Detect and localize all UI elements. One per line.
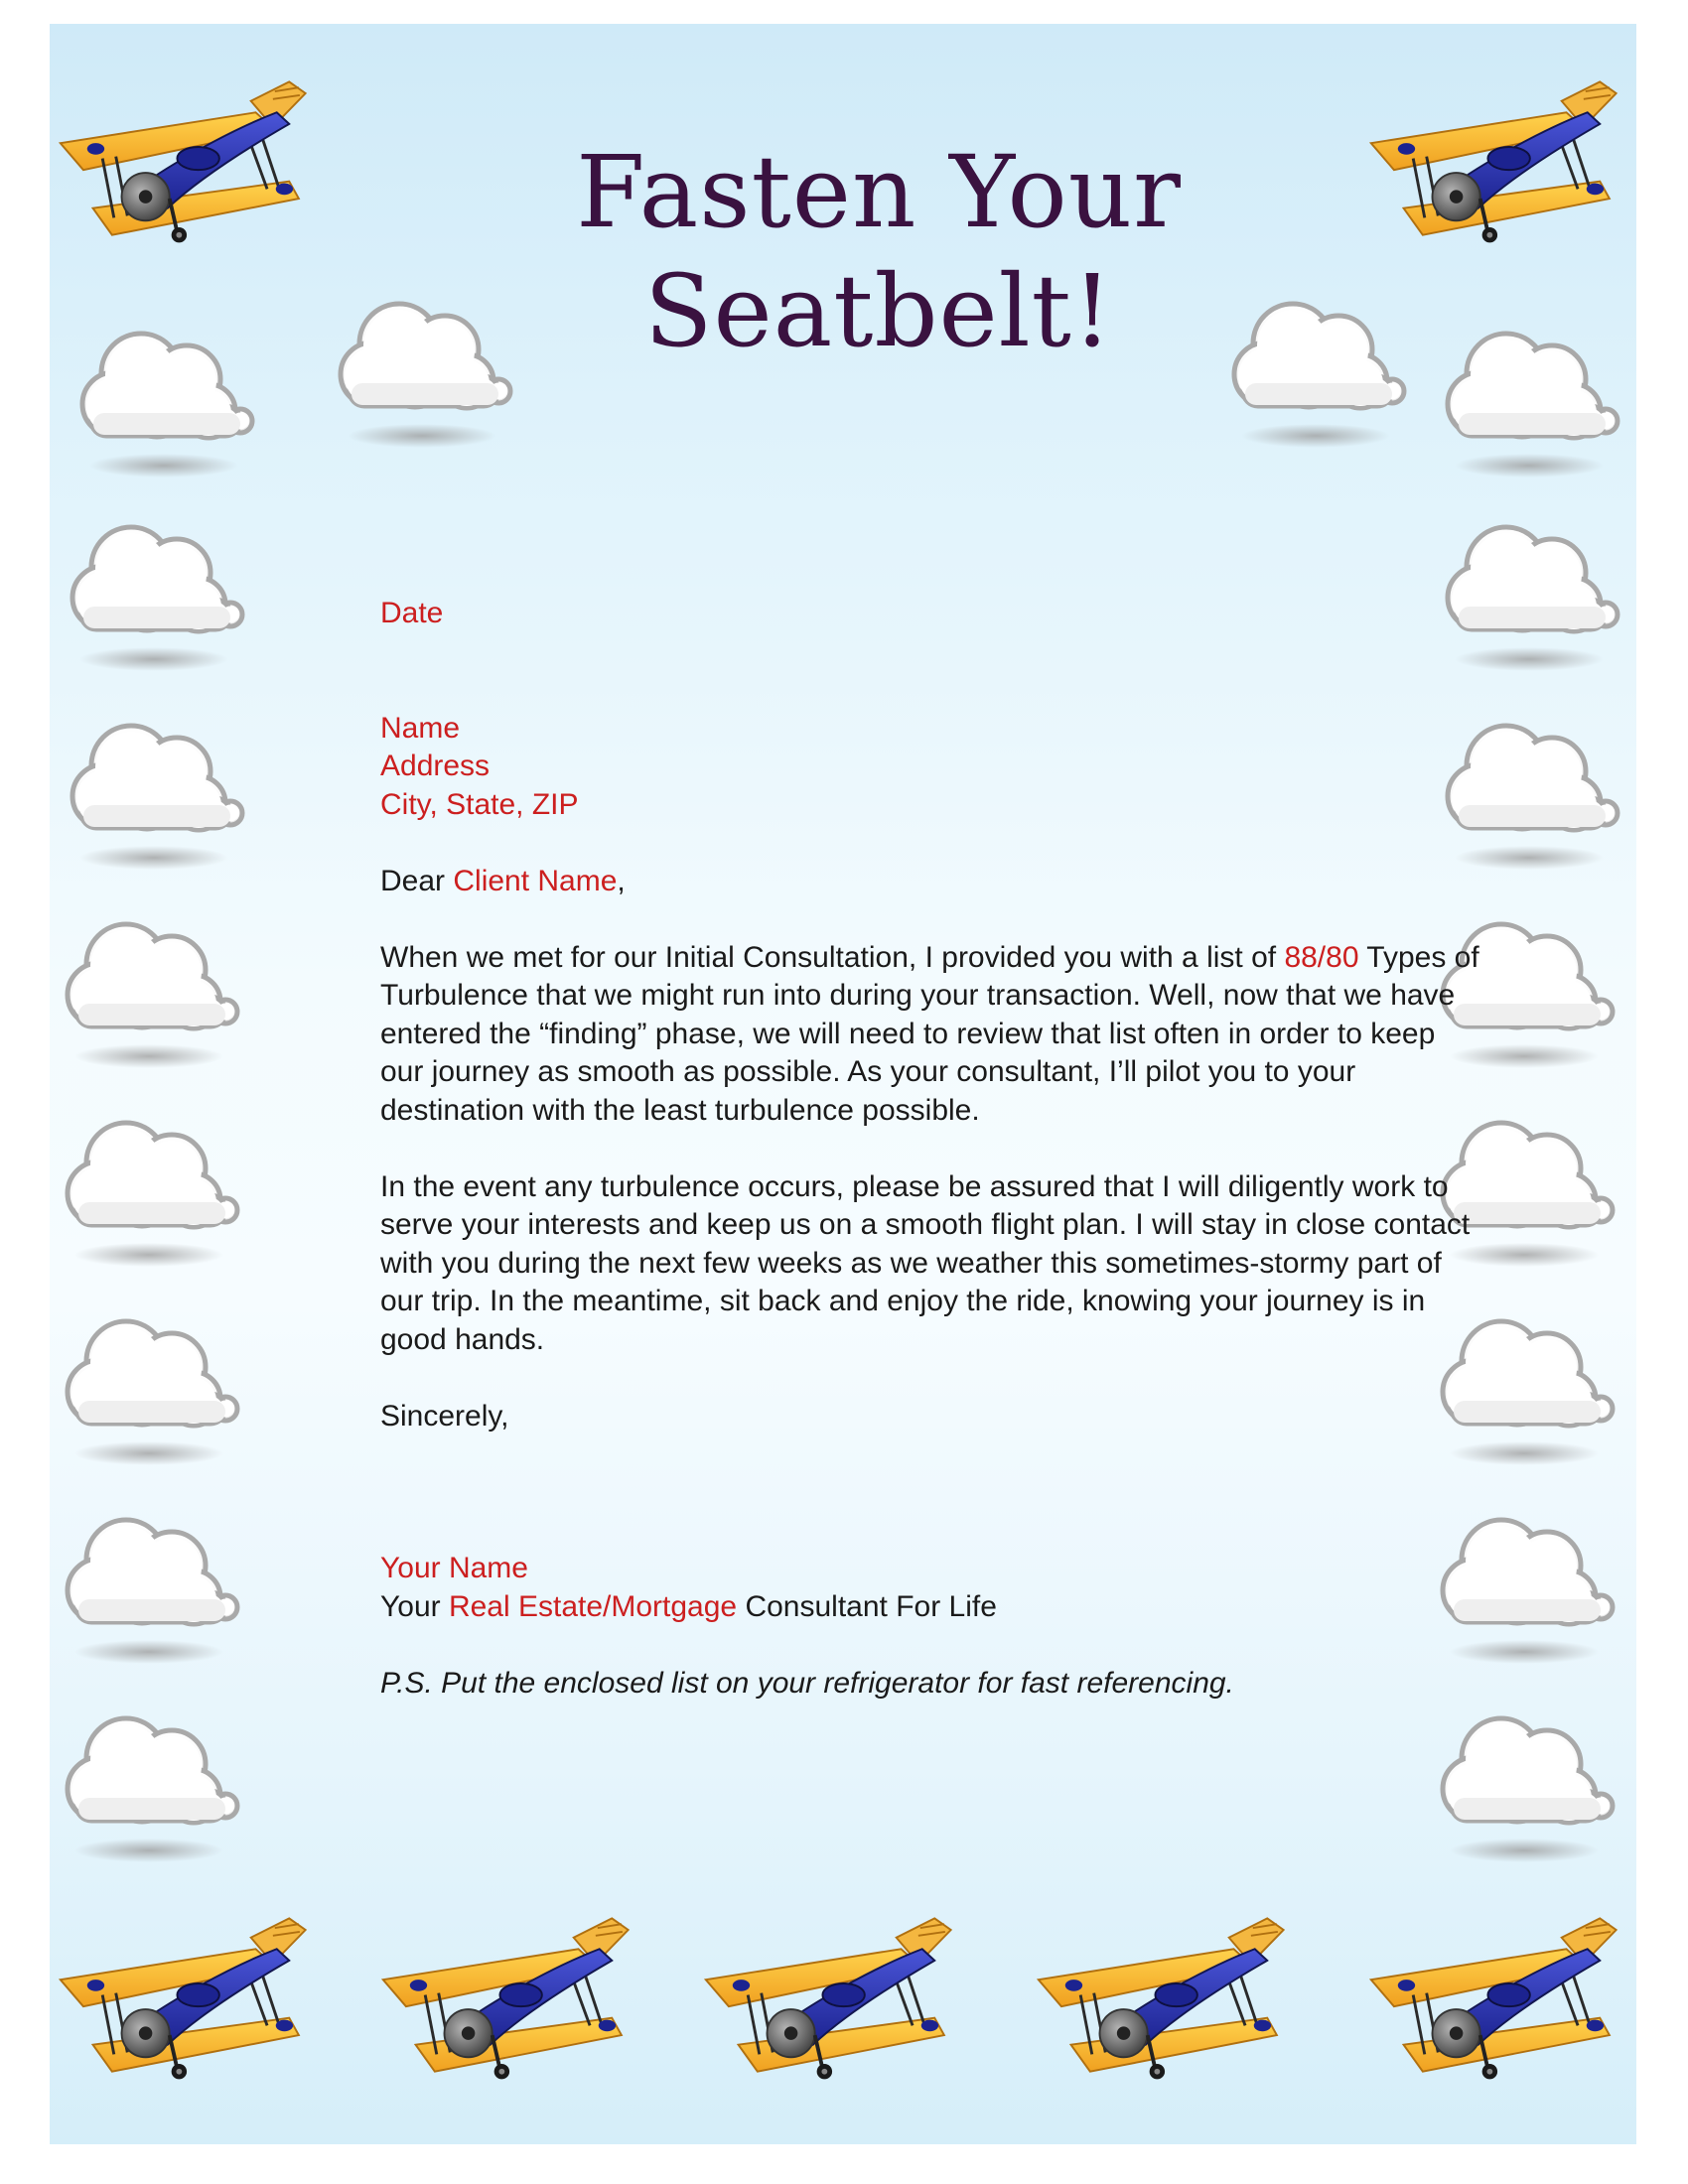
paragraph-1-end: Types of Turbulence that we might run into during your transaction. Well, now that we have entered the “finding” phase, we will need to review that list often in order to keep our journey as smooth as possible. As your consultant, I’ll pilot you to your destination with the least turbulence possible. <box>380 940 1479 1127</box>
cloud-icon <box>1435 302 1623 490</box>
cloud-icon <box>55 1488 243 1677</box>
cloud-icon <box>55 1290 243 1478</box>
client-name: Client Name <box>453 864 618 897</box>
biplane-icon <box>1365 1910 1633 2084</box>
cloud-icon <box>55 1091 243 1280</box>
biplane-icon <box>55 1910 323 2084</box>
letter-background <box>50 24 1636 2144</box>
cloud-icon <box>70 302 258 490</box>
salutation-prefix: Dear <box>380 864 454 897</box>
paragraph-2: In the event any turbulence occurs, please be assured that I will diligently work to serve your interests and keep us on a smooth flight plan. I will stay in close contact with you during the next few weeks as we weather this sometimes-stormy part of our trip. In the meantime, sit back and enjoy the ride, knowing your journey is in good hands. <box>380 1169 1471 1356</box>
salutation <box>380 863 1482 901</box>
signer-name: Your Name <box>380 1552 528 1584</box>
letter-body <box>380 595 1482 1703</box>
cloud-icon <box>60 694 248 883</box>
salutation-suffix: , <box>617 864 626 897</box>
recipient-name: Name <box>380 711 461 745</box>
recipient-address: Address <box>380 750 491 782</box>
cloud-icon <box>55 892 243 1081</box>
postscript: P.S. Put the enclosed list on your refrigerator for fast referencing. <box>380 1666 1234 1700</box>
signer-role-suffix: Consultant For Life <box>737 1589 997 1623</box>
cloud-icon <box>328 272 516 461</box>
paragraph-1-start: When we met for our Initial Consultation, I provided you with a list of <box>380 940 1285 974</box>
page-title: Fasten Your Seatbelt! <box>576 134 1182 369</box>
biplane-icon <box>55 73 323 247</box>
recipient-city-state-zip: City, State, ZIP <box>380 787 579 821</box>
biplane-icon <box>700 1910 968 2084</box>
biplane-icon <box>1365 73 1633 247</box>
signer-role-highlight: Real Estate/Mortgage <box>448 1589 738 1623</box>
paragraph-1 <box>380 939 1482 1131</box>
signer-role <box>380 1588 1482 1627</box>
closing: Sincerely, <box>380 1399 509 1433</box>
list-number: 88/80 <box>1284 940 1359 974</box>
cloud-icon <box>1430 1687 1618 1875</box>
date-field: Date <box>380 597 444 629</box>
biplane-icon <box>1033 1910 1301 2084</box>
biplane-icon <box>377 1910 645 2084</box>
signer-role-prefix: Your <box>380 1589 449 1623</box>
cloud-icon <box>60 495 248 684</box>
cloud-icon <box>55 1687 243 1875</box>
cloud-icon <box>1221 272 1410 461</box>
